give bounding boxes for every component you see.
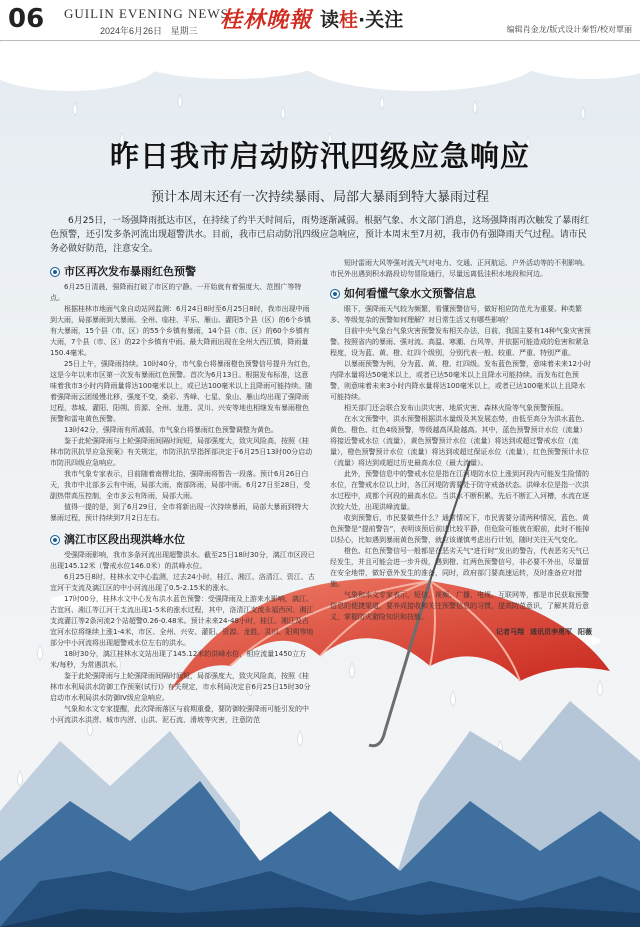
paragraph: 相关部门还会联合发布山洪灾害、地质灾害、森林火险等气象预警预报。	[344, 404, 568, 412]
paper-name-english: GUILIN EVENING NEWS	[64, 6, 229, 21]
page-number: 06	[8, 4, 45, 34]
section-heading-flood-peak: 漓江市区段出现洪峰水位	[50, 534, 315, 545]
paragraph: 此外，预警信息中的警戒水位是指在江河堤防水位上涨到河段内可能发生险情的水位，在警戒水位以上时，各江河堤防需要处于防守戒备状态。洪峰水位是指一次洪水过程中，成都个河段的最高水位。当洪水不断积累，先后不断汇入河槽，水流在逐次较大处，出现洪峰流量。	[330, 470, 589, 511]
section-accent: 桂	[339, 9, 359, 31]
paragraph: 值得一提的是，到了6月29日，全市将新出现一次持续暴雨，局部大暴雨到特大暴雨过程，预计持续到7月2日左右。	[50, 503, 309, 522]
paragraph: 6月25日清晨，强降雨打破了市区的宁静。一开始就有着强度大、范围广等特点。	[50, 283, 302, 302]
paragraph: 13时42分，强降雨有所减弱，市气象台将暴雨红色预警调整为黄色。	[64, 426, 278, 434]
paragraph: 我市气象专家表示，目前随着南楞北抬，强降雨将暂告一段落。预计6月26日白天，我市中北部多云有中雨，局部大雨，南部阵雨，局部中雨。6月27日至28日，受副热带高压控制，全市多云有阵雨，局部大雨。	[50, 470, 311, 500]
masthead	[0, 0, 640, 41]
paragraph: 鉴于此轮强降雨与上轮强降雨间隔时间短，局部强度大，致灾风险高，按照《桂林市防汛抗旱应急预案》有关规定，市防汛抗旱指挥部决定于6月25日13时00分启动市防汛四级应急响应。	[50, 437, 313, 467]
paragraph: 在水文预警中，洪水预警根据洪水量级及其发展态势，由低至高分为洪水蓝色、黄色、橙色、红色4级预警，等级越高风险越高。其中，蓝色预警预计水位（流量）将接近警戒水位（流量），黄色预警预计水位（流量）将达到或超过警戒水位（流量），橙色预警预计水位（流量）将达到或超过保证水位（流量），红色预警预计水位（流量）将达到或超过历史最高水位（最大流量）。	[330, 415, 589, 467]
bullet-icon	[330, 289, 340, 299]
editor-credits: 编辑肖金龙/版式设计秦哲/校对覃丽	[506, 25, 632, 34]
paragraph: 橙色、红色预警信号一般都是在恶劣天气“进行时”发出的警告，代表恶劣天气已经发生，并且可能会进一步升级，遇到橙、红两色预警信号，非必要不外出，尽量留在安全地带，做好意外发生的准备，同时，政府部门要高速运转，及时准备应对措施。	[330, 547, 590, 588]
paragraph: 收到预警后，市民要做些什么？通常情况下，市民需要分清两种情况，蓝色、黄色预警是“提前警告”，表明该预后前述比较平静，但危险可能就在眼前，此时不能掉以轻心，比如遇到暴雨黄色预警，就应该谨慎考虑出行计划，随时关注天气变化。	[330, 514, 590, 544]
paragraph: 根据桂林市地面气象自动站网监测：6月24日8时至6月25日8时，我市出现中雨到大雨，局部暴雨到大暴雨。全州、临桂、平乐、雁山、灌阳5个县（区）的6个乡镇有大暴雨，15个县（市、区）的55个乡镇有暴雨，14个县（市、区）的60个乡镇有大雨，7个县（市、区）的22个乡镇有中雨。最大降雨出现在全州大西江镇，降雨量150.4毫米。	[50, 305, 311, 357]
left-column	[50, 266, 315, 726]
section-suffix: ·关注	[358, 9, 404, 31]
paragraph: 以暴雨预警为例，分为蓝、黄、橙、红四级。发布蓝色预警，意味着未来12小时内降水量将达50毫米以上，或者已达50毫米以上且降水可能持续。而发布红色预警，则意味着未来3小时内降水量将达100毫米以上，或者已达100毫米以上且降水可能持续。	[330, 360, 591, 401]
paragraph: 短时雷雨大风等强对流天气对电力、交通、正河航运、户外活动等的不利影响。市民外出遇到积水路段切勿冒险通行，尽量远离低洼积水地段和河边。	[330, 259, 589, 278]
paragraph: 25日上午，强降雨持续。10时40分，市气象台将暴雨橙色预警信号提升为红色，这是今年以来市区第一次发布暴雨红色预警。首次为6月13日。根据发布标准，这意味着我市3小时内降雨量将达100毫米以上，或已达100毫米以上且降雨可能持续。随着强降雨云团缓慢北移，强度不变，桑彩、秀峰、七星、象山、雁山均出现了强降雨过程，恭城、灌阳、阳朔、资源、全州、龙胜、灵川、兴安等地也相继发布暴雨橙色预警和雷电黄色预警。	[50, 360, 315, 423]
section-prefix: 读	[320, 9, 340, 31]
byline: 记者马翔 通讯员李勇军 阳薇	[496, 628, 592, 636]
paragraph: 6月25日8时，桂林水文中心监测，过去24小时，桂江、湘江、洛清江、资江、古宜河干支流及漓江区的中小河流出现了0.5-2.15米的涨水。	[50, 573, 315, 592]
article-lead: 6月25日，一场强降雨抵达市区，在持续了约半天时间后，雨势逐渐减弱。根据气象、水文部门消息，这场强降雨再次触发了暴雨红色预警，还引发多条河流出现超警洪水。目前，我市已启动防汛四级应急响应，预计本周末至7月初，我市仍有强降雨天气过程。请市民务必做好防范，注意安全。	[50, 216, 590, 254]
paragraph: 目前中央气象台气象灾害预警发布相关办法，目前，我国主要有14种气象灾害预警。按照省内的暴雨、强对流、高温、寒潮、台风等，并依据可能造成的危害和紧急程度，设为蓝、黄、橙、红四个级别，分别代表一般、较重、严重、特别严重。	[330, 327, 591, 357]
paragraph: 受强降雨影响，我市多条河流出现超警洪水。截至25日18时30分，漓江市区段已出现145.12米（警戒水位146.0米）的洪峰水位。	[50, 551, 315, 570]
paragraph: 鉴于此轮强降雨与上轮强降雨间隔时间短，局部强度大，致灾风险高，按照《桂林市水利局洪水防御工作预案(试行)》有关规定，市水利局决定自6月25日15时30分启动市水利局洪水防御IV级应急响应。	[50, 672, 311, 702]
paragraph: 17时00分，桂林水文中心发布洪水蓝色预警：受强降雨及上游来水影响，漓江、古宜河、湘江等江河干支流出现1-5米的涨水过程，其中，洛清江支流永福西河、湘江支流灌江等2条河流2个站超警0.26-0.48米。预计未来24-48小时，桂江、湘江及古宜河水位将继续上涨1-4米，市区、全州、兴安、灌阳、资源、龙胜、灵川、阳朔等地部分中小河流将出现超警戒水位左右的洪水。	[50, 595, 314, 647]
bullet-icon	[50, 535, 60, 545]
article-subheadline: 预计本周末还有一次持续暴雨、局部大暴雨到特大暴雨过程	[150, 190, 489, 205]
paragraph: 气象和水文专家表示，短信、视频、广播、电视、互联网等，都是市民获取预警信息的便捷渠道，要养成接收和关注预警信息的习惯，提高防范意识，了解其背后意义，掌握防灾避险知识和技能。	[330, 591, 589, 621]
date-text: 2024年6月26日	[100, 26, 163, 36]
paragraph: 眼下，强降雨天气较为频繁，看懂预警信号，做好相应防范尤为重要。种类繁多、等级复杂的预警如何理解？对日常生活又有哪些影响？	[330, 305, 582, 324]
newspaper-logo: 桂林晚報	[220, 7, 313, 33]
paragraph: 气象和水文专家提醒，此次降雨落区与前期重叠，要防御较强降雨可能引发的中小河流洪水洪涝、城市内涝、山洪、泥石流、滑坡等灾害，注意防范	[50, 705, 309, 724]
issue-date	[100, 24, 198, 37]
right-column	[330, 258, 592, 638]
weekday-text: 星期三	[170, 26, 198, 36]
article-headline: 昨日我市启动防汛四级应急响应	[109, 139, 530, 173]
paragraph: 18时30分，漓江桂林水文站出现了145.12米的洪峰水位，相应流量1450立方米/每秒，为常遇洪水。	[50, 650, 307, 669]
section-heading-red-warning: 市区再次发布暴雨红色预警	[50, 266, 315, 277]
section-name	[320, 5, 403, 32]
bullet-icon	[50, 267, 60, 277]
section-heading-how-to-read: 如何看懂气象水文预警信息	[330, 288, 592, 299]
